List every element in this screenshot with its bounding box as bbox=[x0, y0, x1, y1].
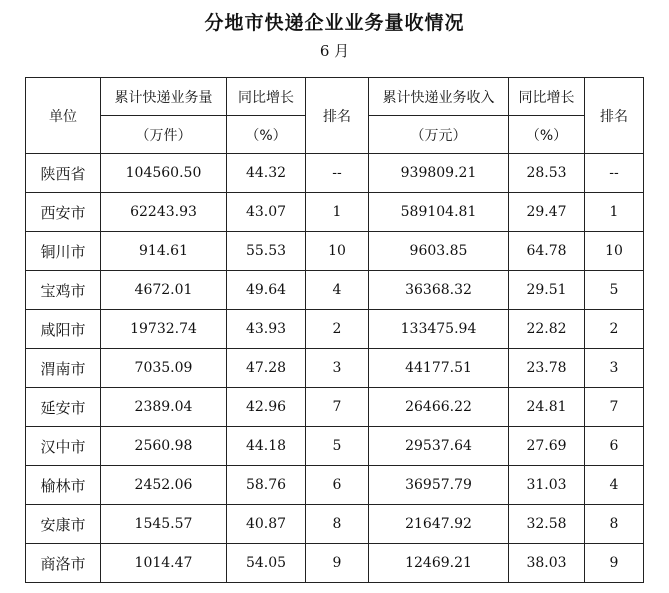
cell-volume: 2389.04 bbox=[101, 388, 227, 427]
table-row bbox=[26, 193, 644, 232]
cell-growth-volume: 55.53 bbox=[227, 232, 306, 271]
express-business-table bbox=[25, 77, 644, 583]
cell-volume: 104560.50 bbox=[101, 154, 227, 193]
cell-rank-revenue: 9 bbox=[585, 544, 644, 583]
cell-rank-volume: 10 bbox=[306, 232, 369, 271]
header-growth-volume: 同比增长 bbox=[227, 78, 306, 116]
cell-revenue: 44177.51 bbox=[369, 349, 509, 388]
cell-growth-volume: 54.05 bbox=[227, 544, 306, 583]
cell-growth-revenue: 31.03 bbox=[509, 466, 585, 505]
cell-rank-volume: 6 bbox=[306, 466, 369, 505]
cell-growth-revenue: 23.78 bbox=[509, 349, 585, 388]
cell-growth-revenue: 29.47 bbox=[509, 193, 585, 232]
table-row bbox=[26, 271, 644, 310]
cell-unit: 西安市 bbox=[26, 193, 101, 232]
cell-unit: 铜川市 bbox=[26, 232, 101, 271]
table-row bbox=[26, 505, 644, 544]
cell-revenue: 12469.21 bbox=[369, 544, 509, 583]
cell-volume: 4672.01 bbox=[101, 271, 227, 310]
cell-growth-revenue: 32.58 bbox=[509, 505, 585, 544]
cell-growth-volume: 44.32 bbox=[227, 154, 306, 193]
cell-rank-volume: 9 bbox=[306, 544, 369, 583]
cell-unit: 宝鸡市 bbox=[26, 271, 101, 310]
cell-volume: 2560.98 bbox=[101, 427, 227, 466]
cell-growth-revenue: 24.81 bbox=[509, 388, 585, 427]
cell-rank-revenue: 8 bbox=[585, 505, 644, 544]
cell-rank-revenue: -- bbox=[585, 154, 644, 193]
cell-unit: 商洛市 bbox=[26, 544, 101, 583]
cell-rank-revenue: 5 bbox=[585, 271, 644, 310]
cell-unit: 陕西省 bbox=[26, 154, 101, 193]
table-header bbox=[26, 78, 644, 154]
cell-growth-volume: 42.96 bbox=[227, 388, 306, 427]
table-row bbox=[26, 349, 644, 388]
cell-rank-volume: 2 bbox=[306, 310, 369, 349]
cell-rank-revenue: 4 bbox=[585, 466, 644, 505]
header-rank-volume: 排名 bbox=[306, 78, 369, 154]
cell-rank-revenue: 10 bbox=[585, 232, 644, 271]
cell-volume: 7035.09 bbox=[101, 349, 227, 388]
cell-unit: 榆林市 bbox=[26, 466, 101, 505]
cell-growth-volume: 43.07 bbox=[227, 193, 306, 232]
table-row bbox=[26, 427, 644, 466]
cell-revenue: 21647.92 bbox=[369, 505, 509, 544]
cell-volume: 62243.93 bbox=[101, 193, 227, 232]
cell-rank-volume: 5 bbox=[306, 427, 369, 466]
table-body bbox=[26, 154, 644, 583]
cell-growth-volume: 47.28 bbox=[227, 349, 306, 388]
cell-rank-volume: 4 bbox=[306, 271, 369, 310]
cell-growth-volume: 49.64 bbox=[227, 271, 306, 310]
cell-growth-volume: 44.18 bbox=[227, 427, 306, 466]
cell-growth-volume: 40.87 bbox=[227, 505, 306, 544]
header-revenue: 累计快递业务收入 bbox=[369, 78, 509, 116]
page-title: 分地市快递企业业务量收情况 bbox=[204, 12, 465, 34]
cell-revenue: 589104.81 bbox=[369, 193, 509, 232]
cell-growth-revenue: 28.53 bbox=[509, 154, 585, 193]
cell-rank-revenue: 1 bbox=[585, 193, 644, 232]
header-growth-revenue-unit: （%） bbox=[509, 116, 585, 154]
header-growth-volume-unit: （%） bbox=[227, 116, 306, 154]
header-revenue-unit: （万元） bbox=[369, 116, 509, 154]
cell-revenue: 26466.22 bbox=[369, 388, 509, 427]
table-row bbox=[26, 310, 644, 349]
header-growth-revenue: 同比增长 bbox=[509, 78, 585, 116]
header-unit: 单位 bbox=[26, 78, 101, 154]
table-row bbox=[26, 544, 644, 583]
cell-rank-volume: 3 bbox=[306, 349, 369, 388]
cell-volume: 1545.57 bbox=[101, 505, 227, 544]
cell-revenue: 36368.32 bbox=[369, 271, 509, 310]
table-row bbox=[26, 388, 644, 427]
cell-growth-volume: 43.93 bbox=[227, 310, 306, 349]
cell-volume: 19732.74 bbox=[101, 310, 227, 349]
header-volume: 累计快递业务量 bbox=[101, 78, 227, 116]
cell-unit: 延安市 bbox=[26, 388, 101, 427]
cell-rank-revenue: 7 bbox=[585, 388, 644, 427]
cell-unit: 安康市 bbox=[26, 505, 101, 544]
cell-growth-revenue: 29.51 bbox=[509, 271, 585, 310]
cell-growth-revenue: 22.82 bbox=[509, 310, 585, 349]
header-rank-revenue: 排名 bbox=[585, 78, 644, 154]
cell-growth-volume: 58.76 bbox=[227, 466, 306, 505]
cell-unit: 咸阳市 bbox=[26, 310, 101, 349]
table-row bbox=[26, 466, 644, 505]
cell-rank-volume: 8 bbox=[306, 505, 369, 544]
cell-volume: 914.61 bbox=[101, 232, 227, 271]
cell-rank-volume: 1 bbox=[306, 193, 369, 232]
cell-revenue: 36957.79 bbox=[369, 466, 509, 505]
cell-rank-volume: -- bbox=[306, 154, 369, 193]
header-volume-unit: （万件） bbox=[101, 116, 227, 154]
cell-volume: 1014.47 bbox=[101, 544, 227, 583]
cell-volume: 2452.06 bbox=[101, 466, 227, 505]
cell-revenue: 133475.94 bbox=[369, 310, 509, 349]
table-row bbox=[26, 154, 644, 193]
cell-rank-volume: 7 bbox=[306, 388, 369, 427]
cell-rank-revenue: 2 bbox=[585, 310, 644, 349]
cell-rank-revenue: 3 bbox=[585, 349, 644, 388]
cell-unit: 渭南市 bbox=[26, 349, 101, 388]
cell-unit: 汉中市 bbox=[26, 427, 101, 466]
cell-growth-revenue: 38.03 bbox=[509, 544, 585, 583]
cell-revenue: 939809.21 bbox=[369, 154, 509, 193]
cell-growth-revenue: 64.78 bbox=[509, 232, 585, 271]
cell-revenue: 29537.64 bbox=[369, 427, 509, 466]
page-subtitle: 6 月 bbox=[319, 42, 350, 60]
table-row bbox=[26, 232, 644, 271]
cell-revenue: 9603.85 bbox=[369, 232, 509, 271]
cell-rank-revenue: 6 bbox=[585, 427, 644, 466]
cell-growth-revenue: 27.69 bbox=[509, 427, 585, 466]
